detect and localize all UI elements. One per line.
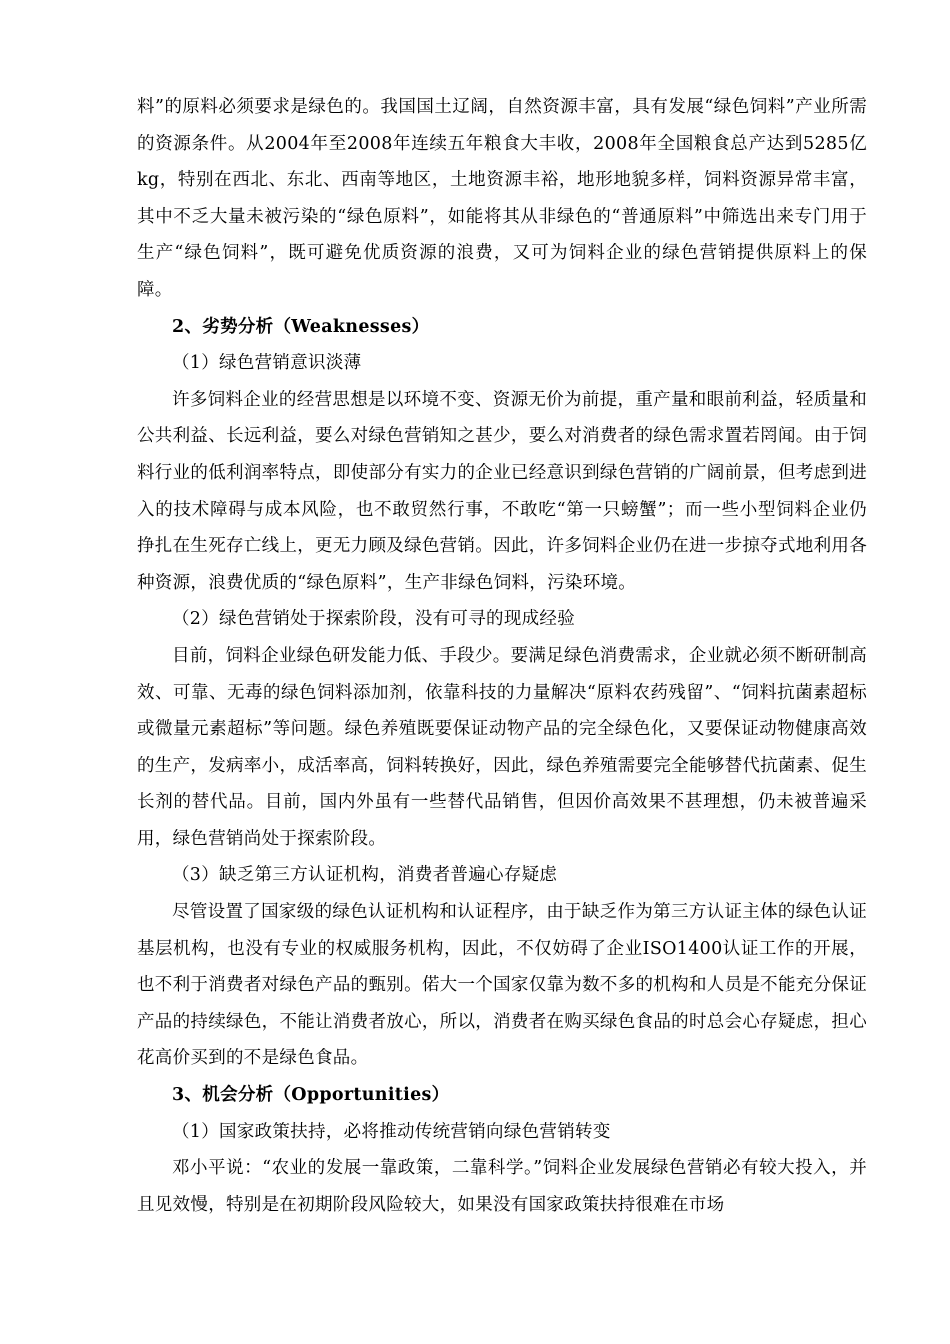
heading-weaknesses: 2、劣势分析（Weaknesses） [172,316,430,337]
subheading-exploration-stage: （2）绿色营销处于探索阶段，没有可寻的现成经验 [172,609,576,630]
subheading-weak-awareness: （1）绿色营销意识淡薄 [172,353,362,374]
document-body [137,89,867,1223]
heading-opportunities: 3、机会分析（Opportunities） [172,1085,450,1106]
subheading-no-third-party: （3）缺乏第三方认证机构，消费者普遍心存疑虑 [172,865,558,886]
paragraph-raw-material-continuation: 料”的原料必须要求是绿色的。我国国土辽阔，自然资源丰富，具有发展“绿色饲料”产业所需的资源条件。从2004年至2008年连续五年粮食大丰收，2008年全国粮食总产达到5285亿kg，特别在西北、东北、西南等地区，土地资源丰裕，地形地貌多样，饲料资源异常丰富，其中不乏大量未被污染的“绿色原料”，如能将其从非绿色的“普通原料”中筛选出来专门用于生产“绿色饲料”，既可避免优质资源的浪费，又可为饲料企业的绿色营销提供原料上的保障。 [137,97,867,300]
paragraph-no-third-party: 尽管设置了国家级的绿色认证机构和认证程序，由于缺乏作为第三方认证主体的绿色认证基层机构，也没有专业的权威服务机构，因此，不仅妨碍了企业ISO1400认证工作的开展，也不利于消费者对绿色产品的甄别。偌大一个国家仅靠为数不多的机构和人员是不能充分保证产品的持续绿色，不能让消费者放心，所以，消费者在购买绿色食品的时总会心存疑虑，担心花高价买到的不是绿色食品。 [137,902,867,1069]
paragraph-exploration-stage: 目前，饲料企业绿色研发能力低、手段少。要满足绿色消费需求，企业就必须不断研制高效、可靠、无毒的绿色饲料添加剂，依靠科技的力量解决“原料农药残留”、“饲料抗菌素超标或微量元素超标”等问题。绿色养殖既要保证动物产品的完全绿色化，又要保证动物健康高效的生产，发病率小，成活率高，饲料转换好，因此，绿色养殖需要完全能够替代抗菌素、促生长剂的替代品。目前，国内外虽有一些替代品销售，但因价高效果不甚理想，仍未被普遍采用，绿色营销尚处于探索阶段。 [137,645,867,849]
paragraph-policy-support: 邓小平说：“农业的发展一靠政策，二靠科学。”饲料企业发展绿色营销必有较大投入，并且见效慢，特别是在初期阶段风险较大，如果没有国家政策扶持很难在市场 [137,1158,867,1215]
subheading-policy-support: （1）国家政策扶持，必将推动传统营销向绿色营销转变 [172,1121,611,1142]
paragraph-weak-awareness: 许多饲料企业的经营思想是以环境不变、资源无价为前提，重产量和眼前利益，轻质量和公共利益、长远利益，要么对绿色营销知之甚少，要么对消费者的绿色需求置若罔闻。由于饲料行业的低利润率特点，即使部分有实力的企业已经意识到绿色营销的广阔前景，但考虑到进入的技术障碍与成本风险，也不敢贸然行事，不敢吃“第一只螃蟹”；而一些小型饲料企业仍挣扎在生死存亡线上，更无力顾及绿色营销。因此，许多饲料企业仍在进一步掠夺式地利用各种资源，浪费优质的“绿色原料”，生产非绿色饲料，污染环境。 [137,389,867,593]
